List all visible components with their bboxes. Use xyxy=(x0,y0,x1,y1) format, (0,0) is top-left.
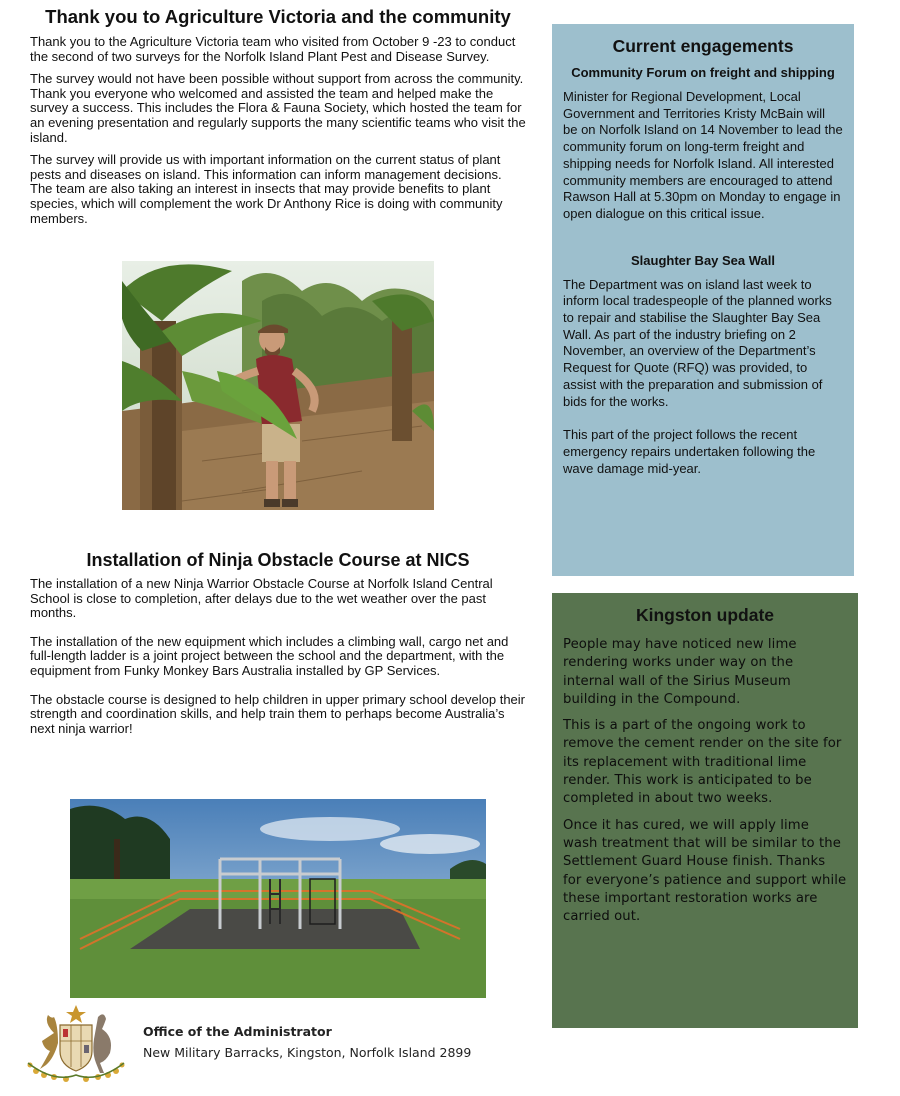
panel-title: Current engagements xyxy=(612,36,794,56)
article-heading: Installation of Ninja Obstacle Course at NICS xyxy=(86,550,470,570)
coat-of-arms-icon xyxy=(24,1003,129,1083)
forum-heading: Community Forum on freight and shipping xyxy=(571,65,835,80)
seawall-heading: Slaughter Bay Sea Wall xyxy=(630,252,775,268)
seawall-text: This part of the project follows the recent emergency repairs undertaken following the wave damage mid-year. xyxy=(563,427,816,476)
article-paragraph: Thank you to the Agriculture Victoria team who visited from October 9 -23 to conduct the second of two surveys for the Norfolk Island Plant Pest and Disease Survey. xyxy=(30,34,516,64)
forum-text: Minister for Regional Development, Local Government and Territories Kristy McBain will be on Norfolk Island on 14 November to lead the community forum on long-term freight and shipping needs for Norfolk Island. All interested community members are encouraged to attend Rawson Hall at 5.30pm on Monday to engage in open dialogue on this critical issue. xyxy=(563,89,843,221)
kingston-paragraph: Once it has cured, we will apply lime wash treatment that will be similar to the Settlement Guard House finish. Thanks for everyone’s patience and support while these important restoration works are carried out. xyxy=(563,817,847,925)
banana-plantation-photo xyxy=(122,261,434,510)
current-engagements-panel xyxy=(552,24,854,576)
article-heading: Thank you to Agriculture Victoria and the community xyxy=(45,6,511,27)
article-paragraph: The installation of a new Ninja Warrior Obstacle Course at Norfolk Island Central School is close to completion, after delays due to the wet weather over the past months. xyxy=(30,576,493,621)
footer-address: New Military Barracks, Kingston, Norfolk Island 2899 xyxy=(143,1045,472,1060)
seawall-text: The Department was on island last week to inform local tradespeople of the planned works to repair and stabilise the Slaughter Bay Sea Wall. As part of the industry briefing on 2 November, an overview of the Department’s Request for Quote (RFQ) was provided, to assist with the preparation and submission of bids for the works. xyxy=(563,276,832,409)
kingston-paragraph: People may have noticed new lime rendering works under way on the internal wall of the Sirius Museum building in the Compound. xyxy=(563,637,797,707)
article-agriculture-victoria xyxy=(30,6,526,226)
obstacle-course-photo xyxy=(70,799,486,998)
footer-office: Office of the Administrator xyxy=(143,1024,332,1039)
article-paragraph: The survey will provide us with important information on the current status of plant pests and diseases on island. This information can inform management decisions. The team are also taking an interest in insects that may provide benefits to plant species, which will complement the work Dr Anthony Rice is doing with community members. xyxy=(30,152,503,226)
article-paragraph: The survey would not have been possible without support from across the community. Thank you everyone who welcomed and assisted the team and helped make the survey a success. This includes the Flora & Fauna Society, which hosted the team for an evening presentation and regularly supports the many scientific teams who visit the island. xyxy=(30,71,526,145)
panel-title: Kingston update xyxy=(635,605,775,625)
kingston-update-panel xyxy=(552,593,858,1028)
article-paragraph: The obstacle course is designed to help children in upper primary school develop their strength and coordination skills, and help train them to perhaps become Australia’s next ninja warrior! xyxy=(30,691,526,736)
article-ninja-course xyxy=(30,577,526,750)
kingston-paragraph: This is a part of the ongoing work to remove the cement render on the site for its replacement with traditional lime render. This work is anticipated to be completed in about two weeks. xyxy=(563,718,842,807)
article-paragraph: The installation of the new equipment which includes a climbing wall, cargo net and full-length ladder is a joint project between the school and the department, with the equipment from Funky Monkey Bars Australia installed by GP Services. xyxy=(30,633,509,678)
